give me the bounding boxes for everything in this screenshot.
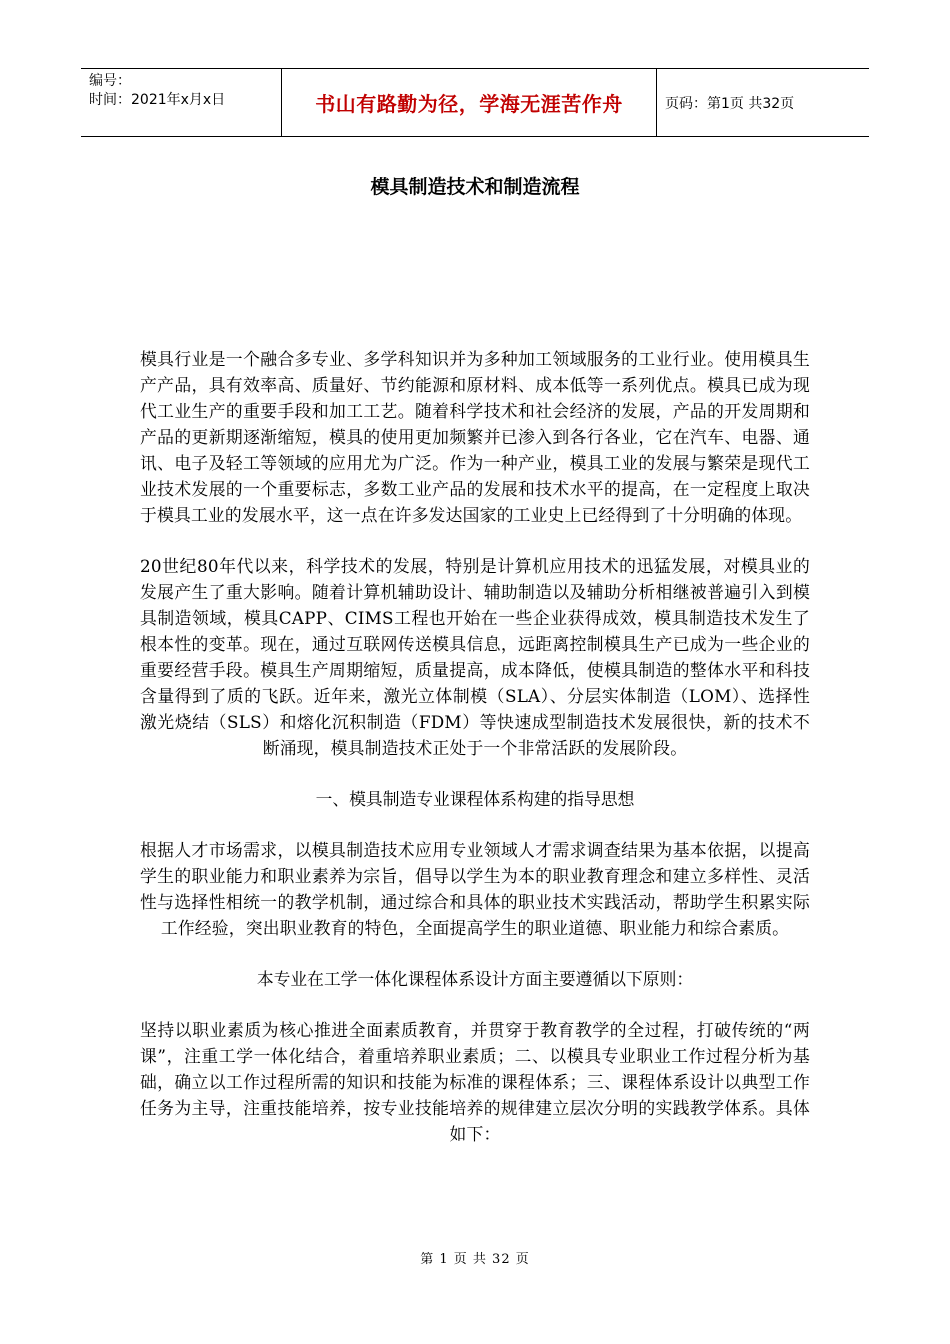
document-body [140, 346, 810, 1147]
date-label: 时间：2021年x月x日 [89, 92, 226, 108]
header-meta [89, 72, 281, 110]
document-title: 模具制造技术和制造流程 [370, 176, 580, 198]
paragraph-history: 20世纪80年代以来，科学技术的发展，特别是计算机应用技术的迅猛发展，对模具业的发展产生了重大影响。随着计算机辅助设计、辅助制造以及辅助分析相继被普遍引入到模具制造领域，模具CAPP、CIMS工程也开始在一些企业获得成效，模具制造技术发生了根本性的变革。现在，通过互联网传送模具信息，远距离控制模具生产已成为一些企业的重要经营手段。模具生产周期缩短，质量提高，成本降低，使模具制造的整体水平和科技含量得到了质的飞跃。近年来，激光立体制模（SLA）、分层实体制造（LOM）、选择性激光烧结（SLS）和熔化沉积制造（FDM）等快速成型制造技术发展很快，新的技术不断涌现，模具制造技术正处于一个非常活跃的发展阶段。 [140, 556, 810, 758]
principles-intro: 本专业在工学一体化课程体系设计方面主要遵循以下原则： [256, 969, 694, 989]
header-page-info: 页码：第1页 共32页 [665, 95, 795, 112]
header-divider-right [656, 69, 657, 136]
paragraph-intro: 模具行业是一个融合多专业、多学科知识并为多种加工领域服务的工业行业。使用模具生产产品，具有效率高、质量好、节约能源和原材料、成本低等一系列优点。模具已成为现代工业生产的重要手段和加工工艺。随着科学技术和社会经济的发展，产品的开发周期和产品的更新期逐渐缩短，模具的使用更加频繁并已渗入到各行各业，它在汽车、电器、通讯、电子及轻工等领域的应用尤为广泛。作为一种产业，模具工业的发展与繁荣是现代工业技术发展的一个重要标志，多数工业产品的发展和技术水平的提高，在一定程度上取决于模具工业的发展水平，这一点在许多发达国家的工业史上已经得到了十分明确的体现。 [140, 349, 810, 525]
section-heading: 一、模具制造专业课程体系构建的指导思想 [315, 789, 635, 809]
page-header [81, 68, 869, 137]
paragraph-guiding-idea: 根据人才市场需求，以模具制造技术应用专业领域人才需求调查结果为基本依据，以提高学生的职业能力和职业素养为宗旨，倡导以学生为本的职业教育理念和建立多样性、灵活性与选择性相统一的教学机制，通过综合和具体的职业技术实践活动，帮助学生积累实际工作经验，突出职业教育的特色，全面提高学生的职业道德、职业能力和综合素质。 [140, 840, 810, 938]
paragraph-principles: 坚持以职业素质为核心推进全面素质教育，并贯穿于教育教学的全过程，打破传统的“两课”，注重工学一体化结合，着重培养职业素质；二、以模具专业职业工作过程分析为基础，确立以工作过程所需的知识和技能为标准的课程体系；三、课程体系设计以典型工作任务为主导，注重技能培养，按专业技能培养的规律建立层次分明的实践教学体系。具体如下： [140, 1020, 810, 1144]
header-motto: 书山有路勤为径，学海无涯苦作舟 [315, 92, 623, 116]
page-footer: 第 1 页 共 32 页 [420, 1252, 530, 1267]
serial-label: 编号： [89, 73, 131, 89]
